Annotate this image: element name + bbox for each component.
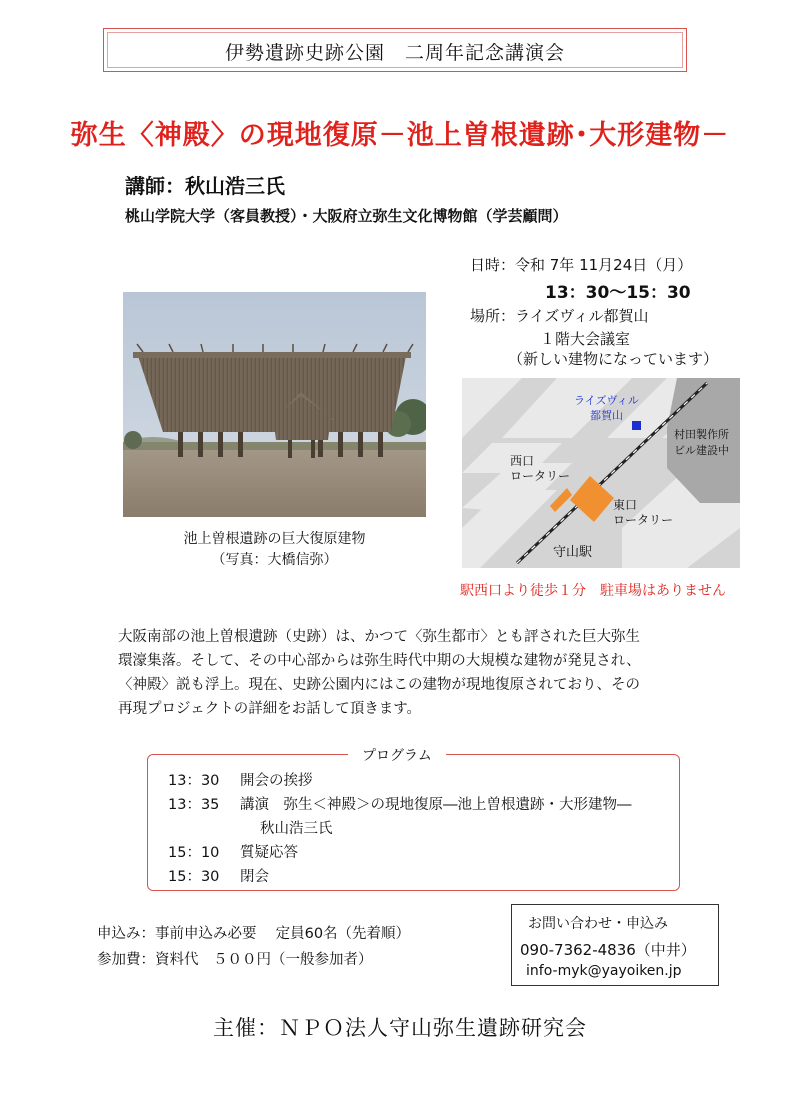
program-box [147, 748, 680, 891]
building-note: （新しい建物になっています） [508, 350, 719, 368]
program-item [168, 769, 313, 790]
event-date: 日時：令和 7年 11月24日（月） [470, 256, 693, 274]
program-item-text: 閉会 [240, 869, 269, 885]
map-venue-label-line1: ライズヴィル [574, 394, 639, 407]
program-item-text: 開会の挨拶 [240, 773, 313, 789]
application-info: 申込み：事前申込み必要 定員60名（先着順） [97, 926, 411, 942]
map-east-label-line1: 東口 [613, 498, 638, 512]
map-east-label-line2: ロータリー [613, 513, 674, 527]
map-venue-label-line2: 都賀山 [590, 409, 623, 422]
fee-info: 参加費：資料代 ５００円（一般参加者） [97, 952, 373, 968]
contact-box [511, 904, 719, 986]
program-item-text: 講演 弥生＜神殿＞の現地復原―池上曽根遺跡・大形建物― [240, 797, 632, 813]
photo-caption [123, 529, 426, 571]
lecturer-affiliation: 桃山学院大学（客員教授）・大阪府立弥生文化博物館（学芸顧問） [125, 207, 568, 225]
photo-caption-line1: 池上曽根遺跡の巨大復原建物 [183, 531, 366, 547]
program-item [168, 793, 632, 814]
event-place: 場所：ライズヴィル都賀山 [470, 307, 649, 325]
program-item-time: 15：10 [168, 845, 220, 861]
access-note: 駅西口より徒歩１分 駐車場はありません [460, 583, 726, 599]
description [118, 625, 698, 721]
description-line: 再現プロジェクトの詳細をお話して頂きます。 [118, 701, 422, 717]
map-factory-label-line2: ビル建設中 [674, 444, 729, 457]
map-station-label: 守山駅 [553, 545, 593, 560]
photo-caption-line2: （写真：大橋信弥） [211, 552, 338, 568]
program-item [260, 817, 333, 838]
contact-phone[interactable]: 090-7362-4836（中井） [520, 941, 696, 959]
event-room: １階大会議室 [540, 330, 631, 348]
map-factory-label-line1: 村田製作所 [674, 428, 729, 441]
program-item-text: 秋山浩三氏 [260, 821, 333, 837]
program-item-time: 13：35 [168, 797, 220, 813]
program-item [168, 865, 269, 886]
program-item-time: 15：30 [168, 869, 220, 885]
venue-marker [632, 421, 641, 430]
description-line: 環濠集落。そして、その中心部からは弥生時代中期の大規模な建物が発見され、 [118, 653, 641, 669]
program-item-text: 質疑応答 [240, 845, 298, 861]
description-line: 大阪南部の池上曽根遺跡（史跡）は、かつて〈弥生都市〉とも評された巨大弥生 [118, 629, 640, 645]
header-box [103, 28, 687, 72]
map-west-label-line1: 西口 [510, 454, 535, 468]
map-west-label-line2: ロータリー [510, 469, 571, 483]
program-item [168, 841, 298, 862]
lecturer-name: 講師：秋山浩三氏 [125, 174, 285, 198]
access-map [462, 378, 740, 568]
building-photo [123, 292, 426, 517]
program-item-time: 13：30 [168, 773, 220, 789]
event-series-title: 伊勢遺跡史跡公園 二周年記念講演会 [224, 42, 565, 64]
event-time: 13：30〜15：30 [545, 283, 691, 303]
program-title: プログラム [348, 745, 446, 765]
contact-title: お問い合わせ・申込み [528, 916, 668, 932]
contact-email[interactable]: info-myk@yayoiken.jp [526, 963, 682, 979]
page-title: 弥生〈神殿〉の現地復原－池上曽根遺跡･大形建物－ [70, 120, 730, 151]
description-line: 〈神殿〉説も浮上。現在、史跡公園内にはこの建物が現地復原されており、その [118, 677, 640, 693]
organizer: 主催：ＮＰＯ法人守山弥生遺跡研究会 [213, 1016, 587, 1040]
